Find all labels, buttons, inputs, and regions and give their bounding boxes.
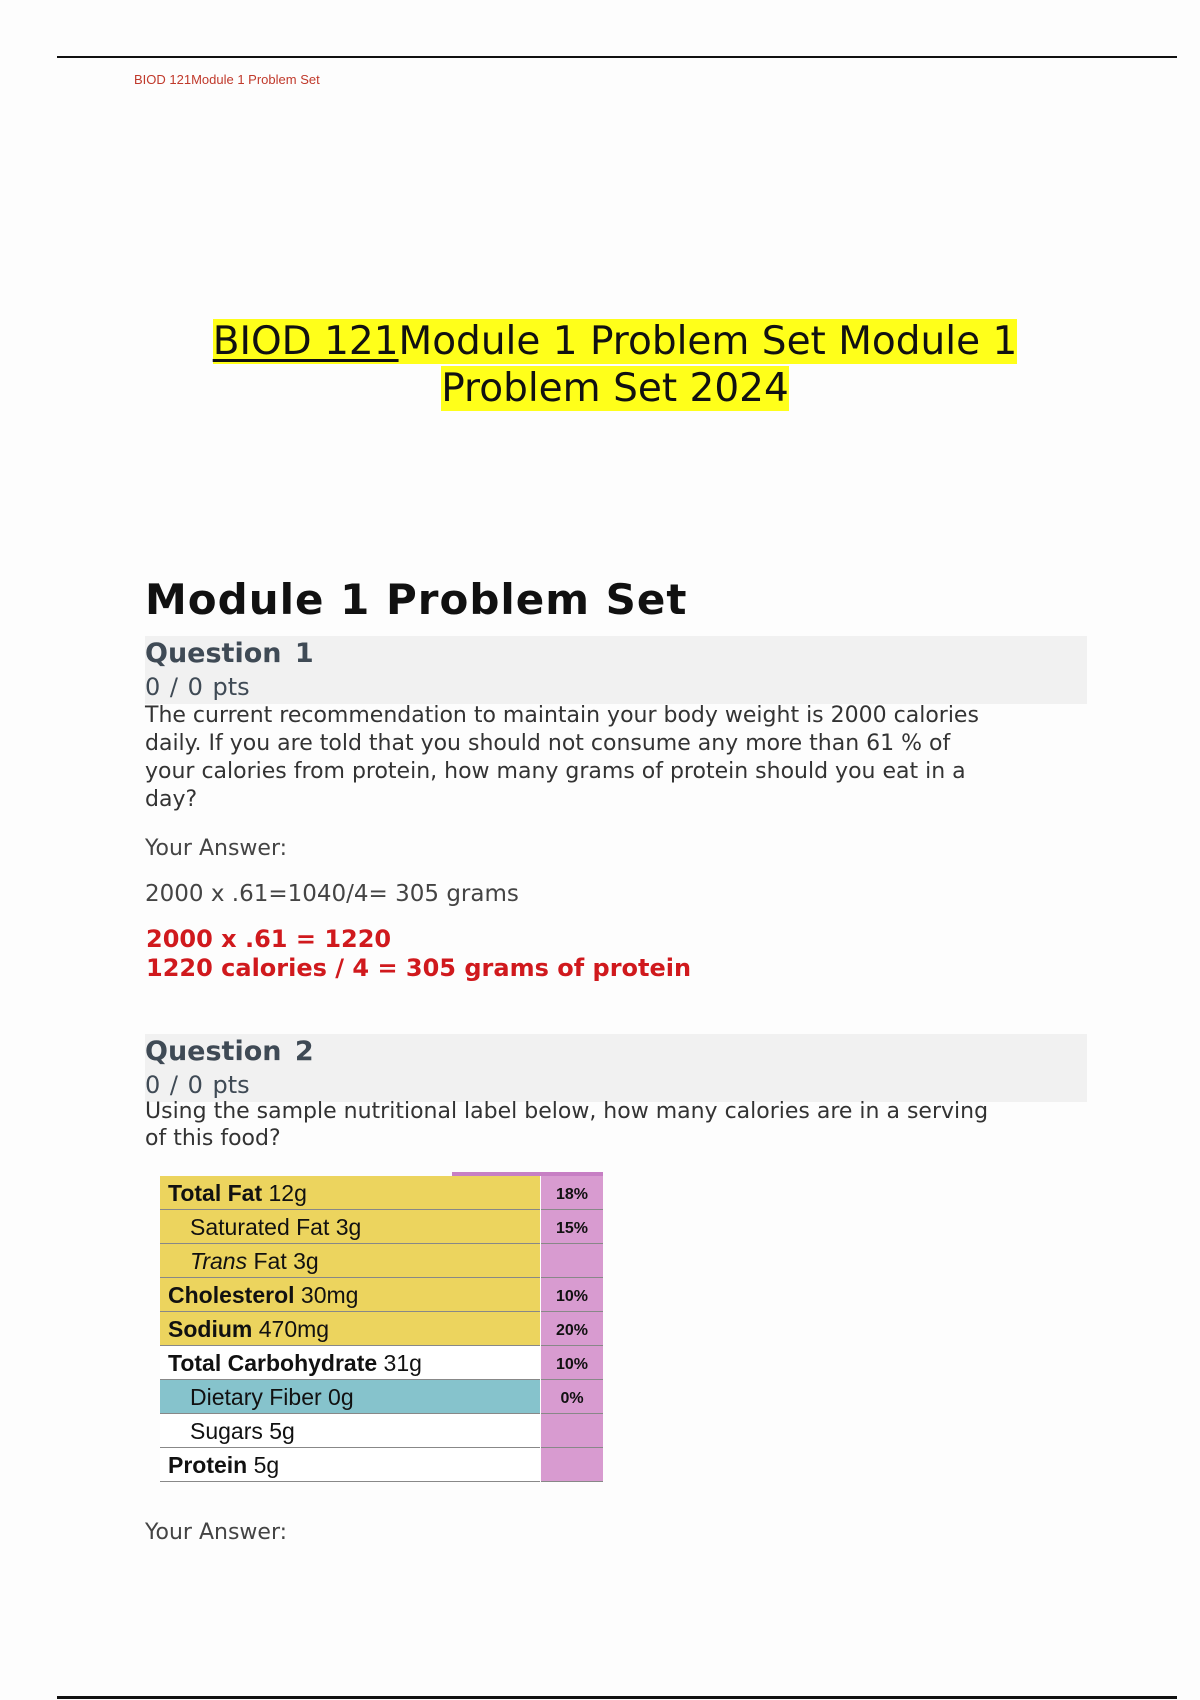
question1-text-line: your calories from protein, how many grams of protein should you eat in a (145, 759, 966, 784)
nutrient-amount: 30mg (300, 1282, 359, 1308)
nutrition-label (160, 1172, 603, 1486)
nutrient-amount: 5g (269, 1418, 295, 1444)
nutrient-name: Total Fat (168, 1180, 263, 1206)
question1-correction (146, 925, 691, 983)
nutrient-amount: Fat 3g (253, 1248, 319, 1274)
question2-answer-label: Your Answer: (145, 1520, 288, 1545)
nutrient-daily-value: 18% (541, 1176, 603, 1210)
nutrient-amount: 12g (268, 1180, 307, 1206)
nutrient-name: Cholesterol (168, 1282, 295, 1308)
bottom-rule (57, 1696, 1177, 1699)
top-rule (57, 56, 1177, 58)
nutrient-name: Trans (190, 1248, 248, 1274)
nutrition-row-total-fat (160, 1176, 603, 1210)
question2-text (145, 1098, 1065, 1152)
correction-line: 2000 x .61 = 1220 (146, 925, 392, 953)
question1-text-line: daily. If you are told that you should not consume any more than 61 % of (145, 731, 951, 756)
nutrition-row-trans-fat (160, 1244, 603, 1278)
nutrient-name: Sodium (168, 1316, 253, 1342)
nutrient-daily-value (541, 1414, 603, 1448)
question1-title: Question 1 (145, 638, 314, 669)
module-heading: Module 1 Problem Set (145, 575, 688, 624)
question1-header (145, 636, 1087, 704)
nutrition-row-sugars (160, 1414, 603, 1448)
nutrition-row-sodium (160, 1312, 603, 1346)
nutrient-daily-value: 10% (541, 1278, 603, 1312)
question1-text-line: day? (145, 787, 198, 812)
question1-answer-value: 2000 x .61=1040/4= 305 grams (145, 881, 519, 907)
question1-text-line: The current recommendation to maintain your body weight is 2000 calories (145, 703, 979, 728)
question1-text (145, 702, 1065, 814)
nutrient-amount: 31g (383, 1350, 422, 1376)
nutrient-name: Protein (168, 1452, 248, 1478)
nutrient-name: Saturated Fat (190, 1214, 330, 1240)
question1-points: 0 / 0 pts (145, 673, 250, 701)
nutrient-name: Dietary Fiber (190, 1384, 322, 1410)
question2-points: 0 / 0 pts (145, 1071, 250, 1099)
nutrition-row-protein (160, 1448, 603, 1482)
nutrient-daily-value (541, 1448, 603, 1482)
nutrient-amount: 470mg (258, 1316, 330, 1342)
question2-header (145, 1034, 1087, 1102)
nutrition-row-saturated-fat (160, 1210, 603, 1244)
question2-title: Question 2 (145, 1036, 314, 1067)
title-line2: Problem Set 2024 (441, 366, 789, 411)
nutrition-row-cholesterol (160, 1278, 603, 1312)
nutrient-daily-value: 0% (541, 1380, 603, 1414)
nutrient-daily-value: 15% (541, 1210, 603, 1244)
question2-text-line: of this food? (145, 1126, 281, 1151)
nutrient-amount: 5g (253, 1452, 280, 1478)
course-code: BIOD 121 (212, 319, 399, 364)
nutrient-amount: 3g (335, 1214, 362, 1240)
nutrition-row-dietary-fiber (160, 1380, 603, 1414)
nutrient-daily-value: 10% (541, 1346, 603, 1380)
nutrient-daily-value (541, 1244, 603, 1278)
nutrition-row-total-carbohydrate (160, 1346, 603, 1380)
title-line1-rest: Module 1 Problem Set Module 1 (398, 319, 1018, 364)
document-title (150, 318, 1080, 412)
nutrient-name: Total Carbohydrate (168, 1350, 378, 1376)
running-header: BIOD 121Module 1 Problem Set (134, 72, 320, 87)
nutrient-daily-value: 20% (541, 1312, 603, 1346)
question2-text-line: Using the sample nutritional label below, how many calories are in a serving (145, 1099, 989, 1124)
nutrient-name: Sugars (190, 1418, 263, 1444)
question1-answer-label: Your Answer: (145, 836, 288, 861)
correction-line: 1220 calories / 4 = 305 grams of protein (146, 954, 692, 982)
nutrient-amount: 0g (328, 1384, 354, 1410)
